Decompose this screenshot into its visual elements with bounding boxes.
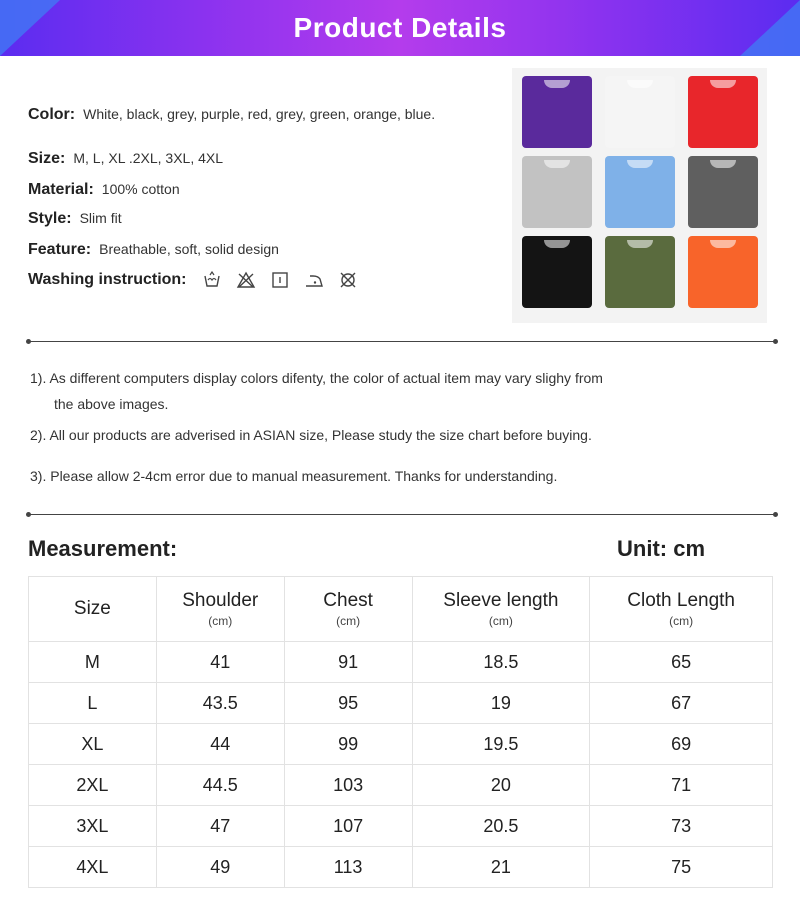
shirt-orange [688,236,758,308]
cell-cloth: 73 [590,806,773,847]
header-cloth-label: Cloth Length [627,590,735,611]
table-row [29,765,773,806]
cell-size: XL [29,724,157,765]
header-sleeve-length [412,577,590,642]
table-header-row [29,577,773,642]
table-row [29,806,773,847]
hand-wash-icon [202,271,222,289]
spec-size-value: M, L, XL .2XL, 3XL, 4XL [73,150,224,166]
shirt-green [605,236,675,308]
shirt-red [688,76,758,148]
spec-color-value: White, black, grey, purple, red, grey, green, orange, blue. [83,106,436,122]
shirt-dark-grey [688,156,758,228]
note-1: 1). As different computers display colors difenty, the color of actual item may vary slighy from [30,370,603,386]
cell-shoulder: 47 [156,806,284,847]
spec-material-value: 100% cotton [101,181,180,197]
spec-size-label: Size: [28,150,66,167]
table-row [29,683,773,724]
header-sleeve-label: Sleeve length [443,590,559,611]
spec-size [28,150,223,168]
cell-size: L [29,683,157,724]
measurement-title: Measurement: [28,536,178,561]
cell-size: M [29,642,157,683]
cell-shoulder: 44.5 [156,765,284,806]
header-chest [284,577,412,642]
cell-chest: 103 [284,765,412,806]
cell-chest: 95 [284,683,412,724]
cell-cloth: 75 [590,847,773,888]
cell-cloth: 65 [590,642,773,683]
cell-shoulder: 43.5 [156,683,284,724]
product-photo [512,68,767,323]
header-shoulder-label: Shoulder [182,590,259,611]
table-row [29,724,773,765]
cell-sleeve: 19.5 [412,724,590,765]
header-cloth-unit: (cm) [669,614,694,628]
cell-sleeve: 20 [412,765,590,806]
iron-low-icon [304,271,324,289]
cell-shoulder: 49 [156,847,284,888]
spec-color-label: Color: [28,106,76,123]
spec-material-label: Material: [28,181,94,198]
header-chest-unit: (cm) [336,614,361,628]
spec-material [28,181,180,199]
header-size [29,577,157,642]
cell-shoulder: 44 [156,724,284,765]
divider-bottom [28,514,776,515]
note-1-continued: the above images. [54,396,169,412]
no-bleach-icon [236,271,256,289]
header-banner [0,0,800,56]
header-chest-label: Chest [323,590,373,611]
spec-style-label: Style: [28,210,72,227]
page-title: Product Details [293,12,507,43]
cell-sleeve: 19 [412,683,590,724]
cell-sleeve: 18.5 [412,642,590,683]
cell-cloth: 71 [590,765,773,806]
shirt-white [605,76,675,148]
header-cloth-length [590,577,773,642]
spec-washing-label: Washing instruction: [28,271,187,288]
cell-size: 3XL [29,806,157,847]
shirt-blue [605,156,675,228]
cell-shoulder: 41 [156,642,284,683]
table-row [29,847,773,888]
cell-cloth: 69 [590,724,773,765]
table-row [29,642,773,683]
header-shoulder-unit: (cm) [208,614,233,628]
spec-feature-value: Breathable, soft, solid design [99,241,279,257]
cell-sleeve: 21 [412,847,590,888]
cell-sleeve: 20.5 [412,806,590,847]
shirt-purple [522,76,592,148]
shirt-light-grey [522,156,592,228]
header-size-label: Size [73,598,111,619]
spec-color [28,106,435,124]
cell-size: 2XL [29,765,157,806]
size-chart-table [28,576,773,888]
divider-top [28,341,776,342]
cell-chest: 99 [284,724,412,765]
cell-cloth: 67 [590,683,773,724]
header-shoulder [156,577,284,642]
shirt-black [522,236,592,308]
washing-icons [202,271,358,289]
spec-style [28,210,122,228]
spec-washing [28,271,358,289]
measurement-unit: Unit: cm [617,536,705,561]
spec-feature-label: Feature: [28,241,92,258]
header-sleeve-unit: (cm) [488,614,513,628]
cell-chest: 91 [284,642,412,683]
spec-style-value: Slim fit [79,210,122,226]
no-dry-clean-icon [338,271,358,289]
spec-feature [28,241,279,259]
note-3: 3). Please allow 2-4cm error due to manual measurement. Thanks for understanding. [30,468,558,484]
cell-chest: 113 [284,847,412,888]
cell-size: 4XL [29,847,157,888]
tumble-dry-icon [270,271,290,289]
cell-chest: 107 [284,806,412,847]
note-2: 2). All our products are adverised in ASIAN size, Please study the size chart before buying. [30,427,592,443]
